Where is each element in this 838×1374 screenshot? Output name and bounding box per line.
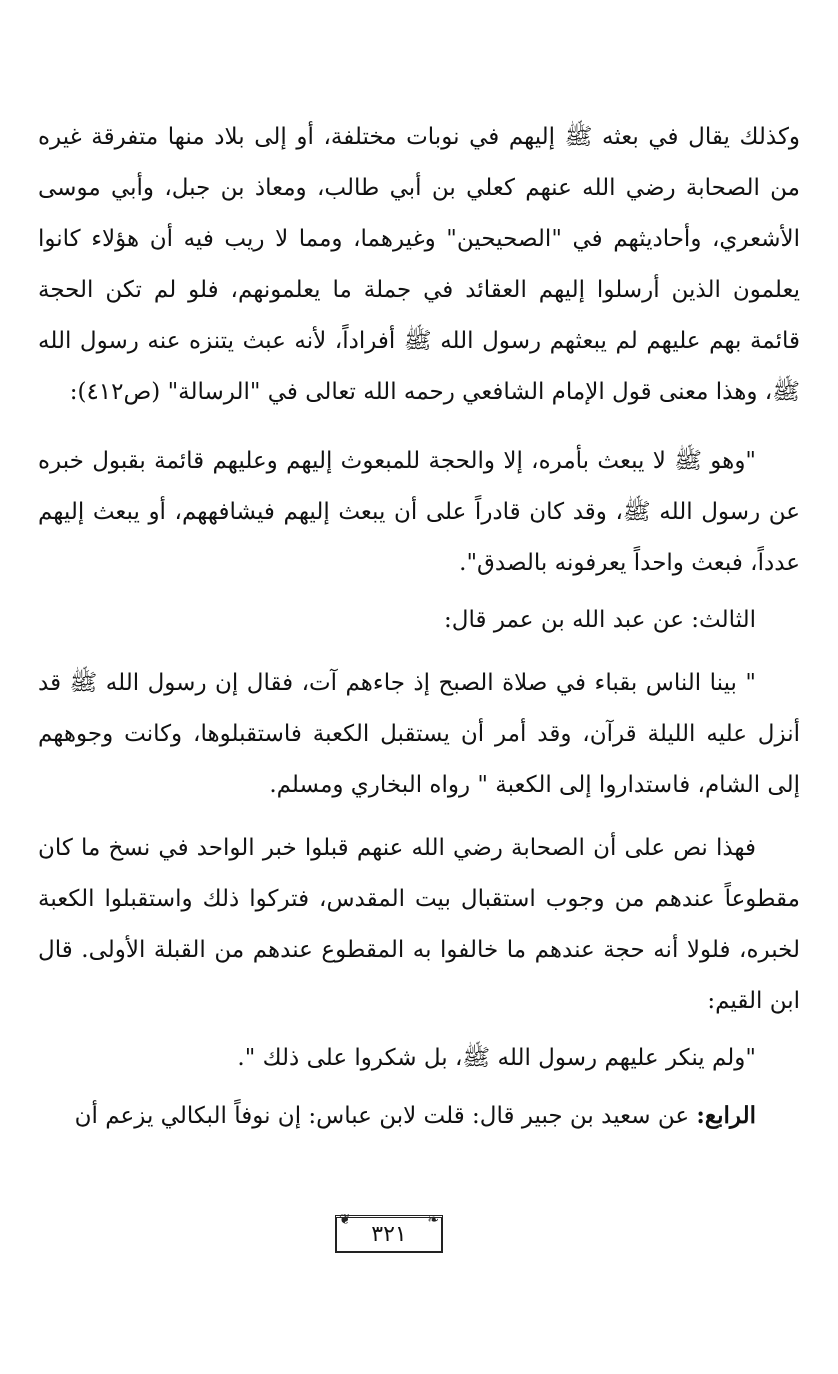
section-fourth-label: الرابع: [696, 1102, 756, 1129]
quote-1: "وهو ﷺ لا يبعث بأمره، إلا والحجة للمبعوث إليهم وعليهم قائمة بقبول خبره عن رسول الله ﷺ، وقد كان قادراً على أن يبعث إليهم فيشافههم، أو يبعث إليهم عدداً، فبعث واحداً يعرفونه بالصدق". [38, 448, 800, 576]
page-number-frame [335, 1212, 443, 1253]
paragraph-1: وكذلك يقال في بعثه ﷺ إليهم في نوبات مختلفة، أو إلى بلاد منها متفرقة غيره من الصحابة رضي الله عنهم كعلي بن أبي طالب، ومعاذ بن جبل، وأبي موسى الأشعري، وأحاديثهم في "الصحيحين" وغيرهما، ومما لا ريب فيه أن هؤلاء كانوا يعلمون الذين أرسلوا إليهم العقائد في جملة ما يعلمونهم، فلو لم تكن الحجة قائمة بهم عليهم لم يبعثهم رسول الله ﷺ أفراداً، لأنه عبث يتنزه عنه رسول الله ﷺ، وهذا معنى قول الإمام الشافعي رحمه الله تعالى في "الرسالة" (ص٤١٢): [38, 124, 800, 405]
page-body [38, 112, 800, 1142]
section-fourth-heading [38, 1090, 800, 1142]
quote-3: "ولم ينكر عليهم رسول الله ﷺ، بل شكروا على ذلك ". [237, 1045, 756, 1071]
ornament-icon: ❦ [339, 1212, 351, 1228]
page-number: ٣٢١ [371, 1222, 407, 1247]
section-fourth-text: عن سعيد بن جبير قال: قلت لابن عباس: إن نوفاً البكالي يزعم أن [74, 1103, 690, 1129]
paragraph-4: فهذا نص على أن الصحابة رضي الله عنهم قبلوا خبر الواحد في نسخ ما كان مقطوعاً عندهم من وجوب استقبال بيت المقدس، فتركوا ذلك واستقبلوا الكعبة لخبره، فلولا أنه حجة عندهم ما خالفوا به المقطوع عندهم من القبلة الأولى. قال ابن القيم: [38, 835, 800, 1014]
ornament-icon: ❧ [427, 1212, 439, 1228]
quote-2: " بينا الناس بقباء في صلاة الصبح إذ جاءهم آت، فقال إن رسول الله ﷺ قد أنزل عليه الليلة قرآن، وقد أمر أن يستقبل الكعبة فاستقبلوها، وكانت وجوههم إلى الشام، فاستداروا إلى الكعبة " رواه البخاري ومسلم. [38, 670, 800, 798]
section-third-heading: الثالث: عن عبد الله بن عمر قال: [444, 607, 756, 633]
